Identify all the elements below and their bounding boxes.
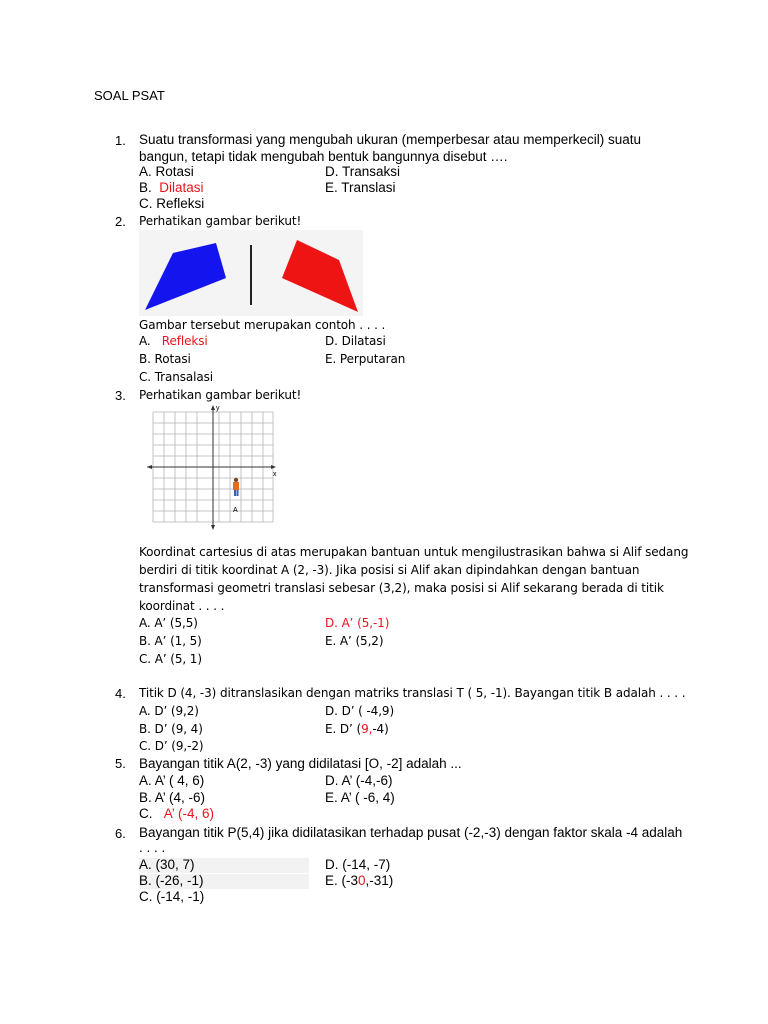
question-text-line: . . . . bbox=[139, 840, 166, 855]
point-label: A bbox=[233, 507, 238, 514]
question-text-line: koordinat . . . . bbox=[139, 599, 225, 613]
option-b: B. A’ (4, -6) bbox=[139, 790, 206, 805]
option-c: C. Refleksi bbox=[139, 196, 205, 211]
question-text-line: berdiri di titik koordinat A (2, -3). Jika posisi si Alif akan dipindahkan dengan bantuan bbox=[139, 563, 640, 577]
option-b: B. (-26, -1) bbox=[139, 873, 204, 888]
question-caption: Gambar tersebut merupakan contoh . . . . bbox=[139, 318, 386, 332]
option-letter: A. bbox=[139, 334, 151, 348]
option-e: E. Translasi bbox=[325, 180, 396, 195]
y-axis-arrow-bottom bbox=[211, 525, 215, 530]
option-e: E. Perputaran bbox=[325, 352, 406, 366]
option-c: C. D’ (9,-2) bbox=[139, 739, 204, 753]
y-axis-arrow-top bbox=[211, 405, 215, 410]
answer-key-text: 0 bbox=[358, 873, 366, 888]
option-d: D. A’ (5,-1) bbox=[325, 616, 390, 630]
option-c: C. Transalasi bbox=[139, 370, 214, 384]
question-number: 3. bbox=[115, 388, 126, 403]
question-text-line: transformasi geometri translasi sebesar (3,2), maka posisi si Alif sekarang berada di titik bbox=[139, 581, 664, 595]
question-text: Bayangan titik A(2, -3) yang didilatasi [O, -2] adalah ... bbox=[139, 756, 462, 771]
reflection-figure bbox=[139, 230, 363, 316]
question-text-line: Bayangan titik P(5,4) jika didilatasikan terhadap pusat (-2,-3) dengan faktor skala -4 adalah bbox=[139, 825, 683, 840]
option-letter: B. bbox=[139, 180, 152, 195]
question-number: 1. bbox=[115, 133, 126, 148]
option-a: A. A’ ( 4, 6) bbox=[139, 773, 205, 788]
option-a: A. (30, 7) bbox=[139, 857, 195, 872]
option-d: D. Transaksi bbox=[325, 164, 401, 179]
person-figure-icon bbox=[233, 478, 239, 496]
answer-key-text: A’ (-4, 6) bbox=[163, 806, 215, 821]
cartesian-graph bbox=[145, 402, 285, 530]
option-e: E. A’ ( -6, 4) bbox=[325, 790, 395, 805]
answer-key-text: Dilatasi bbox=[159, 180, 204, 195]
answer-key-text: 9, bbox=[361, 722, 373, 736]
x-axis-label: x bbox=[273, 471, 277, 478]
option-a: A. Rotasi bbox=[139, 164, 194, 179]
question-text: Titik D (4, -3) ditranslasikan dengan matriks translasi T ( 5, -1). Bayangan titik B adalah . . . . bbox=[139, 686, 686, 700]
question-text-line: bangun, tetapi tidak mengubah bentuk bangunnya disebut …. bbox=[139, 149, 508, 164]
option-text: -4) bbox=[372, 722, 389, 736]
option-c: C. A’ (5, 1) bbox=[139, 652, 202, 666]
option-text: ,-31) bbox=[365, 873, 394, 888]
option-b: B. A’ (1, 5) bbox=[139, 634, 202, 648]
question-text-line: Koordinat cartesius di atas merupakan bantuan untuk mengilustrasikan bahwa si Alif sedang bbox=[139, 545, 689, 559]
question-number: 2. bbox=[115, 214, 126, 229]
option-e bbox=[325, 722, 389, 736]
y-axis-label: y bbox=[216, 405, 220, 412]
option-d: D. A’ (-4,-6) bbox=[325, 773, 393, 788]
option-c bbox=[139, 806, 214, 821]
option-b bbox=[139, 180, 204, 195]
option-a: A. D’ (9,2) bbox=[139, 704, 199, 718]
option-a bbox=[139, 334, 208, 348]
option-e bbox=[325, 873, 393, 888]
x-axis-arrow-right bbox=[271, 465, 276, 469]
option-b: B. Rotasi bbox=[139, 352, 191, 366]
question-number: 5. bbox=[115, 756, 126, 771]
x-axis-arrow-left bbox=[147, 465, 152, 469]
option-e: E. A’ (5,2) bbox=[325, 634, 384, 648]
option-d: D. Dilatasi bbox=[325, 334, 386, 348]
option-d: D. D’ ( -4,9) bbox=[325, 704, 395, 718]
question-number: 4. bbox=[115, 686, 126, 701]
option-text: E. (-3 bbox=[325, 873, 359, 888]
question-number: 6. bbox=[115, 826, 126, 841]
option-letter: C. bbox=[139, 806, 153, 821]
option-text: E. D’ ( bbox=[325, 722, 362, 736]
question-text: Perhatikan gambar berikut! bbox=[139, 388, 302, 402]
question-text: Perhatikan gambar berikut! bbox=[139, 214, 302, 228]
option-d: D. (-14, -7) bbox=[325, 857, 391, 872]
answer-key-text: Refleksi bbox=[161, 334, 208, 348]
page-title: SOAL PSAT bbox=[94, 88, 165, 103]
option-b: B. D’ (9, 4) bbox=[139, 722, 203, 736]
question-text-line: Suatu transformasi yang mengubah ukuran (memperbesar atau memperkecil) suatu bbox=[139, 132, 641, 147]
option-c: C. (-14, -1) bbox=[139, 889, 205, 904]
option-a: A. A’ (5,5) bbox=[139, 616, 198, 630]
